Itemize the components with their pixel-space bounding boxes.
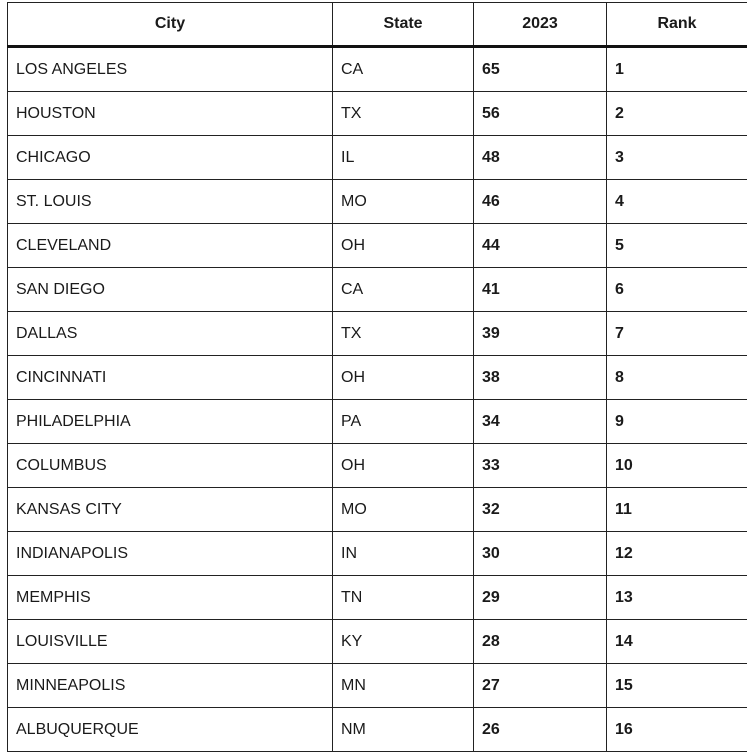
table-body (8, 47, 747, 752)
rank-cell: 11 (607, 488, 747, 532)
city-cell: ALBUQUERQUE (8, 708, 333, 752)
table-row (8, 708, 747, 752)
table-row (8, 268, 747, 312)
city-cell: MINNEAPOLIS (8, 664, 333, 708)
table-row (8, 488, 747, 532)
table-row (8, 224, 747, 268)
rank-cell: 12 (607, 532, 747, 576)
value-2023-cell: 56 (474, 92, 607, 136)
table-row (8, 356, 747, 400)
table-row (8, 620, 747, 664)
rank-cell: 16 (607, 708, 747, 752)
rank-cell: 1 (607, 47, 747, 92)
table-row (8, 180, 747, 224)
table-header (8, 3, 747, 47)
value-2023-cell: 48 (474, 136, 607, 180)
state-cell: CA (333, 268, 474, 312)
value-2023-cell: 46 (474, 180, 607, 224)
state-cell: PA (333, 400, 474, 444)
city-cell: CHICAGO (8, 136, 333, 180)
value-2023-cell: 41 (474, 268, 607, 312)
table-row (8, 576, 747, 620)
rank-cell: 8 (607, 356, 747, 400)
state-cell: OH (333, 224, 474, 268)
rank-cell: 5 (607, 224, 747, 268)
value-2023-cell: 32 (474, 488, 607, 532)
rank-cell: 15 (607, 664, 747, 708)
city-cell: DALLAS (8, 312, 333, 356)
state-cell: IL (333, 136, 474, 180)
value-2023-cell: 29 (474, 576, 607, 620)
value-2023-cell: 28 (474, 620, 607, 664)
state-cell: TX (333, 312, 474, 356)
table-row (8, 136, 747, 180)
state-cell: MN (333, 664, 474, 708)
city-cell: KANSAS CITY (8, 488, 333, 532)
table-row (8, 664, 747, 708)
city-cell: COLUMBUS (8, 444, 333, 488)
value-2023-cell: 65 (474, 47, 607, 92)
city-cell: PHILADELPHIA (8, 400, 333, 444)
rank-cell: 6 (607, 268, 747, 312)
state-cell: MO (333, 180, 474, 224)
table-row (8, 47, 747, 92)
rank-cell: 3 (607, 136, 747, 180)
city-cell: CLEVELAND (8, 224, 333, 268)
value-2023-cell: 39 (474, 312, 607, 356)
city-cell: LOUISVILLE (8, 620, 333, 664)
state-cell: NM (333, 708, 474, 752)
column-header-state: State (333, 3, 474, 47)
city-cell: HOUSTON (8, 92, 333, 136)
value-2023-cell: 26 (474, 708, 607, 752)
table-row (8, 312, 747, 356)
state-cell: OH (333, 444, 474, 488)
state-cell: MO (333, 488, 474, 532)
city-cell: INDIANAPOLIS (8, 532, 333, 576)
table-row (8, 400, 747, 444)
value-2023-cell: 30 (474, 532, 607, 576)
city-cell: CINCINNATI (8, 356, 333, 400)
rank-cell: 2 (607, 92, 747, 136)
state-cell: CA (333, 47, 474, 92)
state-cell: OH (333, 356, 474, 400)
column-header-rank: Rank (607, 3, 747, 47)
table-row (8, 532, 747, 576)
value-2023-cell: 33 (474, 444, 607, 488)
column-header-2023: 2023 (474, 3, 607, 47)
state-cell: IN (333, 532, 474, 576)
city-cell: SAN DIEGO (8, 268, 333, 312)
column-header-city: City (8, 3, 333, 47)
rank-cell: 10 (607, 444, 747, 488)
rank-cell: 7 (607, 312, 747, 356)
header-row (8, 3, 747, 47)
value-2023-cell: 38 (474, 356, 607, 400)
value-2023-cell: 44 (474, 224, 607, 268)
rank-cell: 14 (607, 620, 747, 664)
city-cell: ST. LOUIS (8, 180, 333, 224)
state-cell: TN (333, 576, 474, 620)
city-ranking-table (7, 2, 747, 752)
state-cell: KY (333, 620, 474, 664)
table-row (8, 92, 747, 136)
table-row (8, 444, 747, 488)
rank-cell: 4 (607, 180, 747, 224)
city-cell: LOS ANGELES (8, 47, 333, 92)
rank-cell: 9 (607, 400, 747, 444)
city-cell: MEMPHIS (8, 576, 333, 620)
value-2023-cell: 27 (474, 664, 607, 708)
value-2023-cell: 34 (474, 400, 607, 444)
state-cell: TX (333, 92, 474, 136)
rank-cell: 13 (607, 576, 747, 620)
